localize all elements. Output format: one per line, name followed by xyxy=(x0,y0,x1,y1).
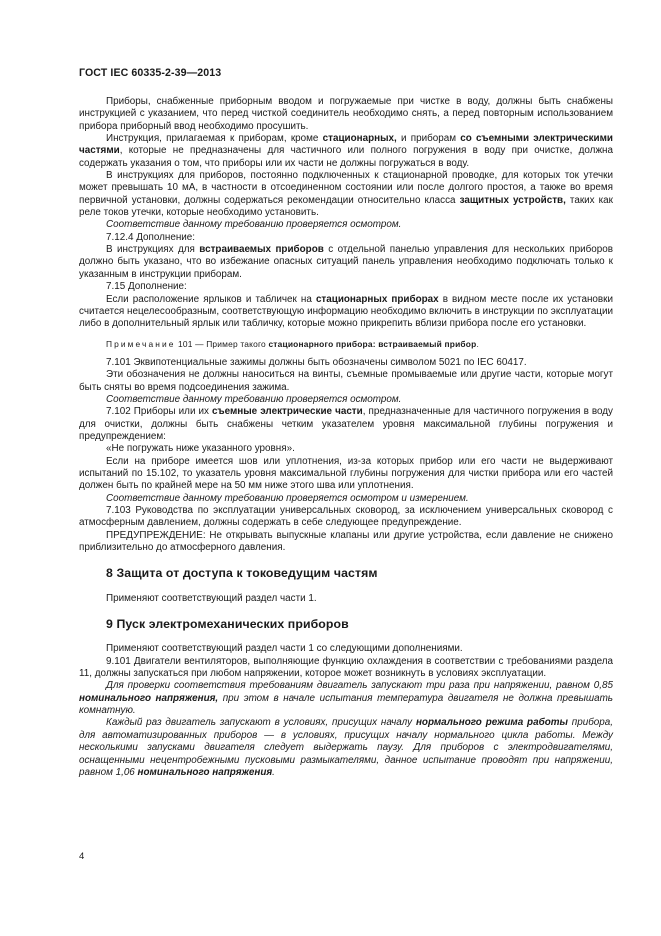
paragraph: 7.102 Приборы или их съемные электрические части, предназначенные для частичного погружения в воду для очистки, должны быть снабжены четким указателем уровня максимальной глубины погружения и предупреждением: xyxy=(79,406,613,442)
paragraph: Приборы, снабженные приборным вводом и погружаемые при чистке в воду, должны быть снабжены инструкцией с указанием, что перед чисткой соединитель необходимо снять, а перед повторным использованием прибора приборный ввод необходимо просушить. xyxy=(79,96,613,132)
paragraph: Эти обозначения не должны наноситься на винты, съемные промываемые или другие части, которые могут быть сняты во время подсоединения зажима. xyxy=(79,369,613,393)
paragraph: Если на приборе имеется шов или уплотнения, из-за которых прибор или его части не выдерживают испытаний по 15.102, то указатель уровня максимальной глубины погружения для чистки прибора или его частей должен быть по крайней мере на 50 мм ниже этого шва или уплотнения. xyxy=(79,455,613,492)
clause-heading: 7.15 Дополнение: xyxy=(106,281,187,293)
compliance-statement: Соответствие данному требованию проверяется осмотром и измерением. xyxy=(106,492,469,504)
test-method-paragraph: Для проверки соответствия требованиям двигатель запускают три раза при напряжении, равном 0,85 номинального напряжения, при этом в начале испытания температура двигателя не должна превышать комнатную. xyxy=(79,680,613,717)
paragraph: Если расположение ярлыков и табличек на стационарных приборах в видном месте после их установки считается нецелесообразным, соответствующую информацию необходимо включить в инструкции по эксплуатации либо в дополнительный ярлык или табличку, которые можно прикрепить вблизи прибора после его установки. xyxy=(79,293,613,330)
document-header: ГОСТ IEC 60335-2-39—2013 xyxy=(79,67,222,79)
document-body xyxy=(79,96,613,779)
paragraph: Применяют соответствующий раздел части 1 со следующими дополнениями. xyxy=(106,643,463,655)
section-heading-9: 9 Пуск электромеханических приборов xyxy=(106,617,349,632)
test-method-paragraph: Каждый раз двигатель запускают в условиях, присущих началу нормального режима работы прибора, для автоматизированных приборов — в условиях, присущих началу нормального цикла работы. Между несколькими запусками двигателя следует выдержать паузу. Для приборов с электродвигателями, оснащенными нецентробежными пусковыми размыкателями, данное испытание проводят при напряжении, равном 1,06 номинального напряжения. xyxy=(79,717,613,778)
paragraph: 7.101 Эквипотенциальные зажимы должны быть обозначены символом 5021 по IEC 60417. xyxy=(106,356,527,368)
clause-heading: 7.12.4 Дополнение: xyxy=(106,231,196,243)
warning-paragraph: ПРЕДУПРЕЖДЕНИЕ: Не открывать выпускные клапаны или другие устройства, если давление не снижено приблизительно до атмосферного давления. xyxy=(79,529,613,554)
paragraph: 7.103 Руководства по эксплуатации универсальных сковород, за исключением универсальных сковород с атмосферным давлением, должны содержать в себе следующее предупреждение. xyxy=(79,505,613,529)
compliance-statement: Соответствие данному требованию проверяется осмотром. xyxy=(106,219,402,231)
paragraph: Применяют соответствующий раздел части 1. xyxy=(106,592,317,604)
paragraph: 9.101 Двигатели вентиляторов, выполняющие функцию охлаждения в соответствии с требованиями раздела 11, должны запускаться при любом напряжении, которое может возникнуть в условиях эксплуатации. xyxy=(79,655,613,680)
paragraph: В инструкциях для приборов, постоянно подключенных к стационарной проводке, для которых ток утечки может превышать 10 мА, в частности в отсоединенном состоянии или после долгого простоя, а также во время первичной установки, должны содержаться рекомендации относительно класса защитных устройств, таких как реле токов утечки, которые необходимо установить. xyxy=(79,170,613,219)
page-number: 4 xyxy=(79,851,85,862)
paragraph: В инструкциях для встраиваемых приборов с отдельной панелью управления для нескольких приборов должно быть указано, что во избежание опасных ситуаций панель управления необходимо подключать только к указанным в инструкции приборам. xyxy=(79,244,613,280)
paragraph: Инструкция, прилагаемая к приборам, кроме стационарных, и приборам со съемными электрическими частями, которые не предназначены для частичного или полного погружения в воду при очистке, должна содержать указания о том, что приборы или их части не должны погружаться в воду. xyxy=(79,133,613,169)
section-heading-8: 8 Защита от доступа к токоведущим частям xyxy=(106,566,378,581)
compliance-statement: Соответствие данному требованию проверяется осмотром. xyxy=(106,393,402,405)
note: Примечание 101 — Пример такого стационарного прибора: встраиваемый прибор. xyxy=(106,338,479,349)
paragraph: «Не погружать ниже указанного уровня». xyxy=(106,443,295,455)
